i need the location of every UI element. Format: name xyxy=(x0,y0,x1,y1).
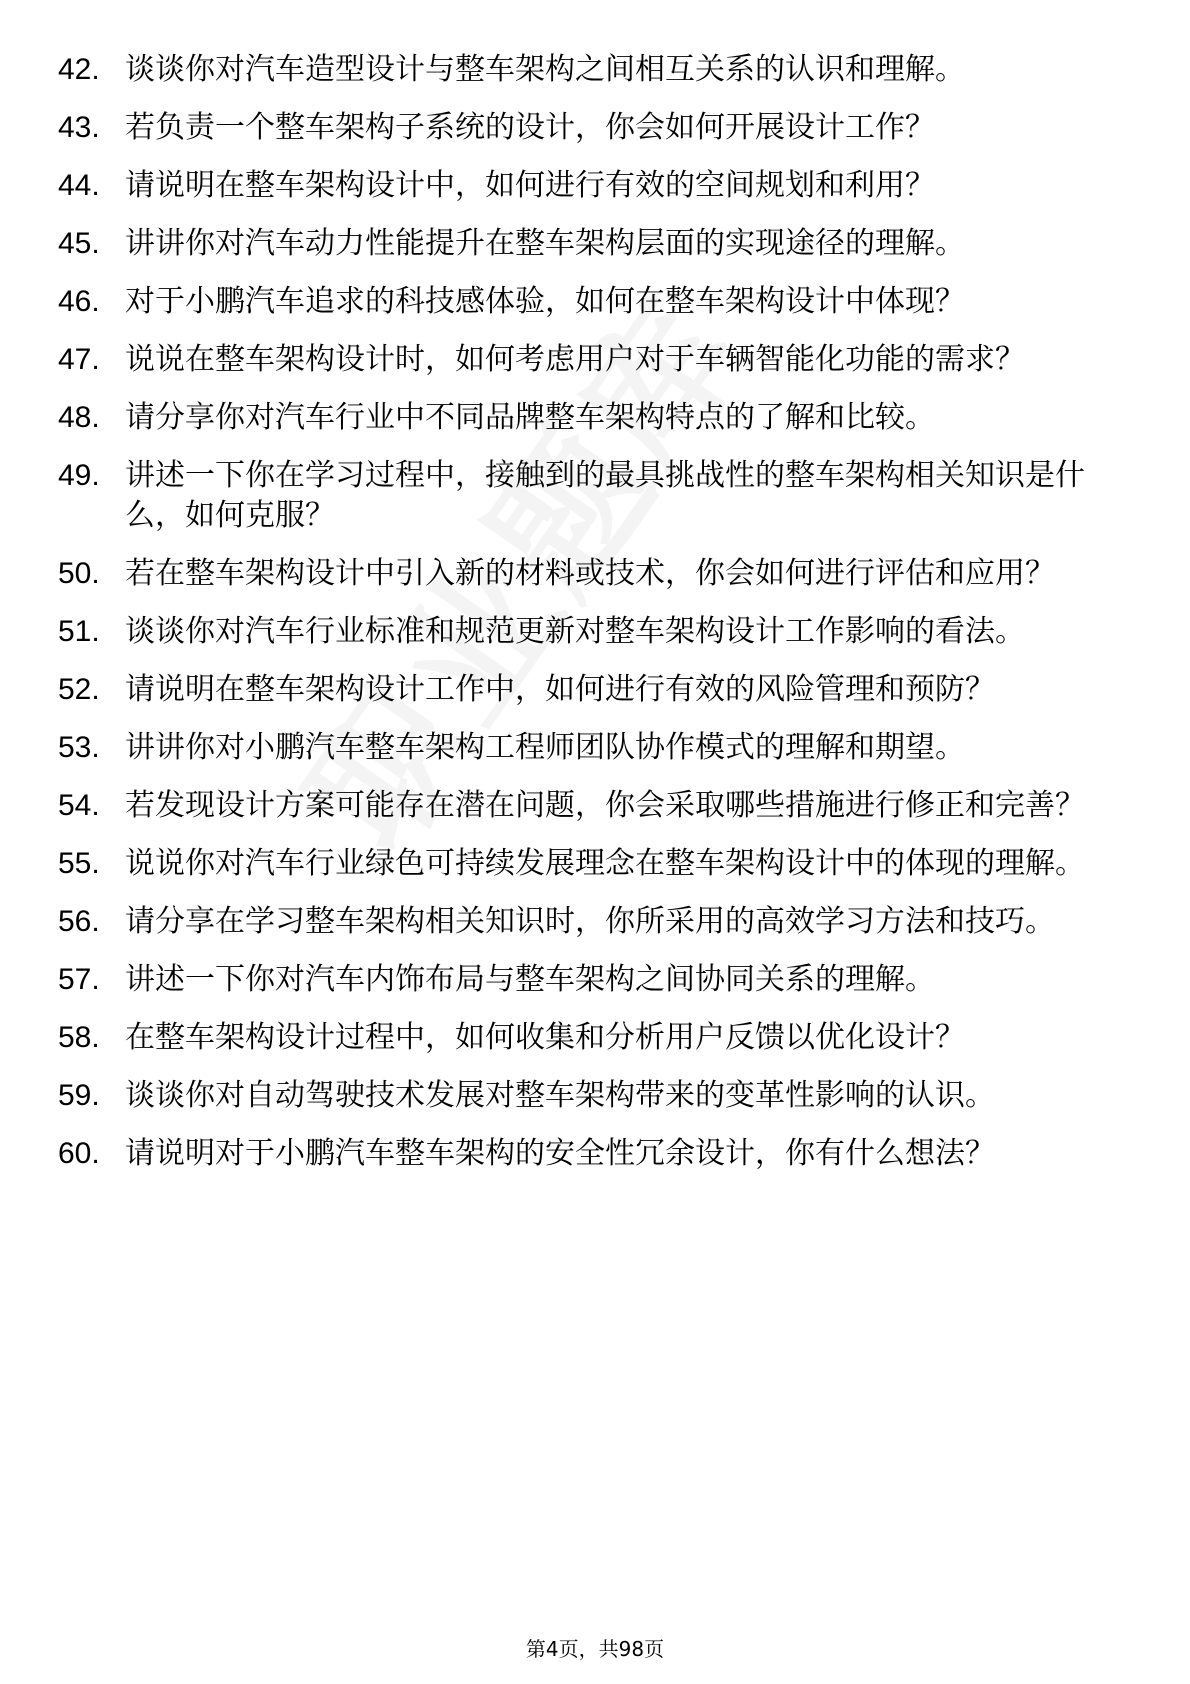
question-text: 请分享你对汽车行业中不同品牌整车架构特点的了解和比较。 xyxy=(125,400,935,435)
question-number: 53. xyxy=(58,731,100,764)
question-text: 讲讲你对汽车动力性能提升在整车架构层面的实现途径的理解。 xyxy=(125,226,965,261)
question-number: 43. xyxy=(58,111,100,144)
question-number: 60. xyxy=(58,1137,100,1170)
question-text: 若在整车架构设计中引入新的材料或技术，你会如何进行评估和应用？ xyxy=(125,556,1055,591)
question-number: 49. xyxy=(58,459,100,492)
question-item xyxy=(0,1134,1190,1174)
question-text: 请说明在整车架构设计中，如何进行有效的空间规划和利用？ xyxy=(125,168,935,203)
question-item xyxy=(0,1018,1190,1058)
question-number: 56. xyxy=(58,905,100,938)
question-number: 59. xyxy=(58,1079,100,1112)
question-item xyxy=(0,844,1190,884)
question-item xyxy=(0,728,1190,768)
question-text: 在整车架构设计过程中，如何收集和分析用户反馈以优化设计？ xyxy=(125,1020,965,1055)
question-item xyxy=(0,166,1190,206)
question-item xyxy=(0,612,1190,652)
question-text: 对于小鹏汽车追求的科技感体验，如何在整车架构设计中体现？ xyxy=(125,284,965,319)
question-number: 50. xyxy=(58,557,100,590)
question-number: 44. xyxy=(58,169,100,202)
question-text: 说说在整车架构设计时，如何考虑用户对于车辆智能化功能的需求？ xyxy=(125,342,1025,377)
question-number: 46. xyxy=(58,285,100,318)
question-item xyxy=(0,340,1190,380)
question-text: 谈谈你对自动驾驶技术发展对整车架构带来的变革性影响的认识。 xyxy=(125,1078,995,1113)
question-item xyxy=(0,50,1190,90)
question-text: 若负责一个整车架构子系统的设计，你会如何开展设计工作？ xyxy=(125,110,935,145)
question-item xyxy=(0,224,1190,264)
question-number: 51. xyxy=(58,615,100,648)
question-number: 45. xyxy=(58,227,100,260)
question-list xyxy=(0,50,1190,1192)
page-number-label: 第4页，共98页 xyxy=(525,1637,665,1661)
question-item xyxy=(0,108,1190,148)
question-number: 42. xyxy=(58,53,100,86)
question-number: 47. xyxy=(58,343,100,376)
question-text: 讲讲你对小鹏汽车整车架构工程师团队协作模式的理解和期望。 xyxy=(125,730,965,765)
question-text: 请分享在学习整车架构相关知识时，你所采用的高效学习方法和技巧。 xyxy=(125,904,1055,939)
question-number: 52. xyxy=(58,673,100,706)
question-text: 谈谈你对汽车造型设计与整车架构之间相互关系的认识和理解。 xyxy=(125,52,965,87)
question-number: 58. xyxy=(58,1021,100,1054)
page-footer xyxy=(0,1636,1190,1662)
question-item xyxy=(0,456,1190,536)
question-item xyxy=(0,1076,1190,1116)
question-text: 请说明在整车架构设计工作中，如何进行有效的风险管理和预防？ xyxy=(125,672,995,707)
question-text: 若发现设计方案可能存在潜在问题，你会采取哪些措施进行修正和完善？ xyxy=(125,788,1085,823)
question-text: 说说你对汽车行业绿色可持续发展理念在整车架构设计中的体现的理解。 xyxy=(125,846,1085,881)
question-text: 谈谈你对汽车行业标准和规范更新对整车架构设计工作影响的看法。 xyxy=(125,614,1025,649)
question-number: 48. xyxy=(58,401,100,434)
question-number: 54. xyxy=(58,789,100,822)
question-item xyxy=(0,902,1190,942)
question-item xyxy=(0,398,1190,438)
question-text: 请说明对于小鹏汽车整车架构的安全性冗余设计，你有什么想法？ xyxy=(125,1136,995,1171)
question-text: 讲述一下你对汽车内饰布局与整车架构之间协同关系的理解。 xyxy=(125,962,935,997)
question-number: 55. xyxy=(58,847,100,880)
question-item xyxy=(0,554,1190,594)
question-item xyxy=(0,786,1190,826)
question-number: 57. xyxy=(58,963,100,996)
question-item xyxy=(0,282,1190,322)
question-text: 讲述一下你在学习过程中，接触到的最具挑战性的整车架构相关知识是什么，如何克服？ xyxy=(125,458,1085,533)
question-item xyxy=(0,960,1190,1000)
question-item xyxy=(0,670,1190,710)
